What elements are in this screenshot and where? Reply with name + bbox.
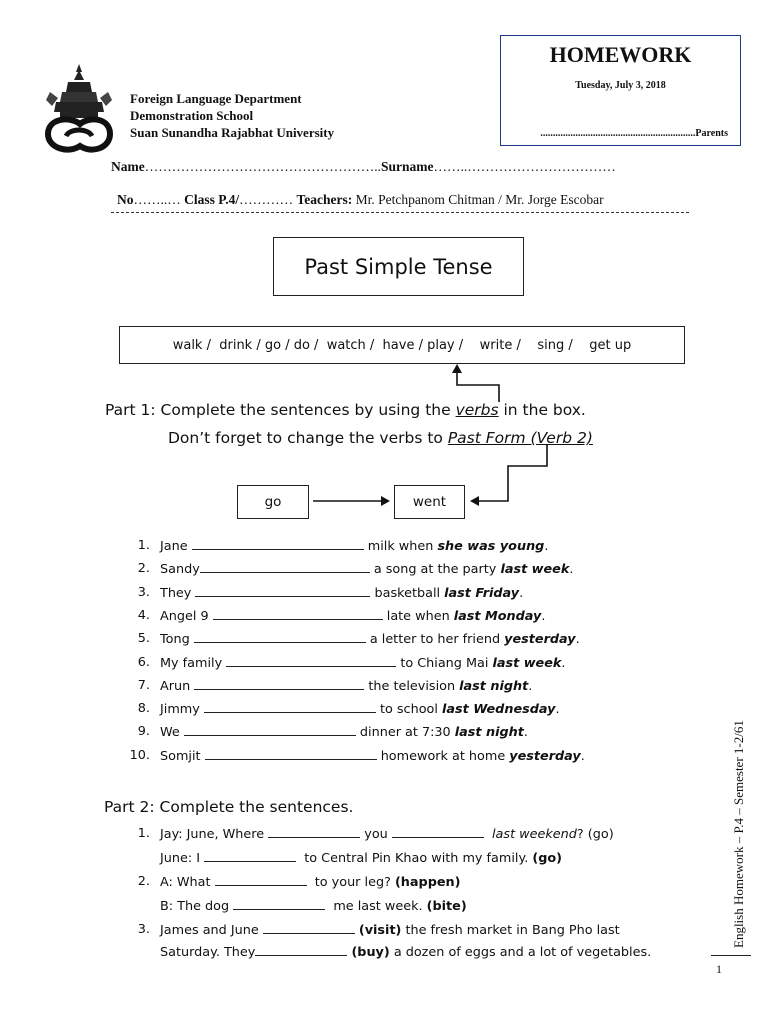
- answer-blank[interactable]: [226, 653, 396, 667]
- time-phrase: last night: [454, 725, 524, 741]
- q1-text: Jay: June, Where: [160, 827, 269, 842]
- answer-blank[interactable]: [200, 559, 370, 573]
- sentence-end: .: [523, 725, 528, 741]
- item-number: 2.: [137, 561, 150, 577]
- answer-blank[interactable]: [205, 746, 377, 760]
- sentence-subject: Tong: [160, 632, 194, 648]
- sentence-end: .: [561, 655, 566, 671]
- verb-word-box: walk / drink / go / do / watch / have / play / write / sing / get up: [119, 326, 685, 364]
- answer-blank[interactable]: [194, 629, 366, 643]
- sentence-rest: a song at the party: [369, 562, 501, 578]
- answer-blank[interactable]: [392, 824, 484, 838]
- teachers-label: Teachers:: [296, 192, 353, 207]
- homework-title: HOMEWORK: [549, 42, 692, 67]
- sentence-end: .: [541, 608, 546, 624]
- q1-time-phrase: last weekend: [492, 827, 577, 842]
- time-phrase: last Monday: [453, 608, 542, 624]
- sentence-rest: the television: [364, 678, 460, 694]
- verbs-link-text: verbs: [455, 401, 499, 419]
- answer-blank[interactable]: [268, 824, 360, 838]
- time-phrase: last night: [459, 678, 529, 694]
- q1-reply-hint: (go): [532, 851, 563, 866]
- class-label: Class P.4/: [184, 192, 240, 207]
- school-name: Demonstration School: [130, 108, 254, 123]
- item-number: 10.: [129, 747, 150, 763]
- sentence-end: .: [519, 585, 524, 601]
- sentence-end: .: [528, 678, 533, 694]
- sentence-end: .: [544, 539, 549, 554]
- item-number: 2.: [137, 874, 150, 889]
- answer-blank[interactable]: [215, 872, 307, 886]
- q2-text: A: What: [160, 875, 215, 890]
- item-number: 1.: [137, 826, 150, 841]
- answer-blank[interactable]: [195, 583, 370, 597]
- example-base-verb: go: [237, 485, 309, 519]
- q1-hint: ? (go): [576, 827, 614, 842]
- q2-reply-end: me last week.: [329, 899, 427, 914]
- sentence-subject: Angel 9: [160, 608, 213, 624]
- item-number: 3.: [137, 922, 150, 937]
- time-phrase: she was young: [437, 539, 545, 554]
- sentence-end: .: [555, 702, 560, 718]
- q3-text: James and June: [160, 923, 263, 938]
- past-form-text: Past Form (Verb 2): [447, 429, 593, 447]
- sentence-subject: Jimmy: [160, 702, 204, 718]
- q2-hint: (happen): [394, 875, 461, 890]
- teachers-value: Mr. Petchpanom Chitman / Mr. Jorge Escobar: [355, 192, 604, 207]
- item-number: 8.: [137, 701, 150, 717]
- organization-block: [130, 90, 334, 141]
- sentence-rest: homework at home: [376, 748, 510, 764]
- q3-cont-end: a dozen of eggs and a lot of vegetables.: [389, 945, 652, 960]
- sentence-subject: Somjit: [160, 748, 205, 764]
- name-label: Name: [111, 159, 145, 174]
- part1-instruction: [168, 429, 593, 447]
- school-emblem-logo: [40, 62, 118, 157]
- answer-blank[interactable]: [194, 676, 364, 690]
- answer-blank[interactable]: [184, 722, 356, 736]
- time-phrase: last Wednesday: [441, 702, 556, 718]
- sentence-subject: We: [160, 725, 184, 741]
- part1-instruction-text: Don’t forget to change the verbs to: [168, 429, 448, 447]
- sentence-end: .: [575, 632, 580, 648]
- sentence-rest: to Chiang Mai: [396, 655, 493, 671]
- sentence-subject: Jane: [160, 539, 192, 554]
- class-field[interactable]: …………: [239, 192, 294, 207]
- answer-blank[interactable]: [204, 699, 376, 713]
- q2-text-end: to your leg?: [310, 875, 395, 890]
- answer-blank[interactable]: [192, 536, 364, 550]
- q1-reply-end: to Central Pin Khao with my family.: [300, 851, 533, 866]
- class-teacher-line: [117, 192, 604, 208]
- part2-heading: Part 2: Complete the sentences.: [104, 798, 354, 816]
- q3-text-end: the fresh market in Bang Pho last: [401, 923, 620, 938]
- sentence-rest: dinner at 7:30: [355, 725, 455, 741]
- sentence-subject: Sandy: [160, 562, 200, 578]
- time-phrase: last week: [500, 562, 570, 578]
- lesson-title: Past Simple Tense: [273, 237, 524, 296]
- q3-cont-text: Saturday. They: [160, 945, 256, 960]
- time-phrase: yesterday: [504, 632, 576, 648]
- example-past-verb: went: [394, 485, 465, 519]
- q3-hint: (visit): [358, 923, 402, 938]
- q1-reply-text: June: I: [160, 851, 205, 866]
- item-number: 9.: [137, 724, 150, 740]
- item-number: 6.: [137, 654, 150, 670]
- item-number: 3.: [137, 584, 150, 600]
- university-name: Suan Sunandha Rajabhat University: [130, 125, 335, 140]
- sentence-end: .: [580, 748, 585, 764]
- answer-blank[interactable]: [255, 942, 347, 956]
- name-field[interactable]: ……………………………………………..: [144, 159, 381, 174]
- q3-cont-hint: (buy): [351, 945, 390, 960]
- item-number: 1.: [137, 538, 150, 553]
- surname-field[interactable]: ……..……………………………: [433, 159, 616, 174]
- sentence-rest: a letter to her friend: [365, 632, 505, 648]
- sentence-rest: late when: [382, 608, 454, 624]
- item-number: 5.: [137, 631, 150, 647]
- homework-box: [500, 35, 741, 146]
- page-number: 1: [716, 962, 722, 976]
- time-phrase: last week: [492, 655, 562, 671]
- sentence-end: .: [569, 562, 574, 578]
- answer-blank[interactable]: [263, 920, 355, 934]
- answer-blank[interactable]: [213, 606, 383, 620]
- sentence-rest: basketball: [370, 585, 445, 601]
- answer-blank[interactable]: [233, 896, 325, 910]
- surname-label: Surname: [381, 159, 434, 174]
- footer-rule: [711, 955, 751, 956]
- name-surname-line: [111, 159, 616, 175]
- part1-heading-end: in the box.: [498, 401, 586, 419]
- sentence-subject: They: [160, 585, 196, 601]
- item-number: 4.: [137, 607, 150, 623]
- q1-text-mid: you: [360, 827, 392, 842]
- item-number: 7.: [137, 677, 150, 693]
- homework-date: Tuesday, July 3, 2018: [575, 80, 666, 91]
- side-footer-text: English Homework – P.4 – Semester 1-2/61: [731, 720, 746, 948]
- sentence-subject: My family: [160, 655, 227, 671]
- q2-reply-hint: (bite): [426, 899, 467, 914]
- sentence-rest: to school: [375, 702, 442, 718]
- sentence-rest: milk when: [363, 539, 438, 554]
- dashed-divider: [111, 212, 689, 213]
- department-name: Foreign Language Department: [130, 91, 302, 106]
- q2-reply-text: B: The dog: [160, 899, 234, 914]
- parents-signature-line[interactable]: ..............................................................Parents: [540, 128, 728, 139]
- part1-heading: [105, 401, 586, 419]
- part1-heading-text: Part 1: Complete the sentences by using the: [105, 401, 456, 419]
- answer-blank[interactable]: [204, 848, 296, 862]
- number-field[interactable]: ……..…: [133, 192, 181, 207]
- time-phrase: last Friday: [444, 585, 520, 601]
- time-phrase: yesterday: [509, 748, 581, 764]
- number-label: No: [117, 192, 134, 207]
- sentence-subject: Arun: [160, 678, 195, 694]
